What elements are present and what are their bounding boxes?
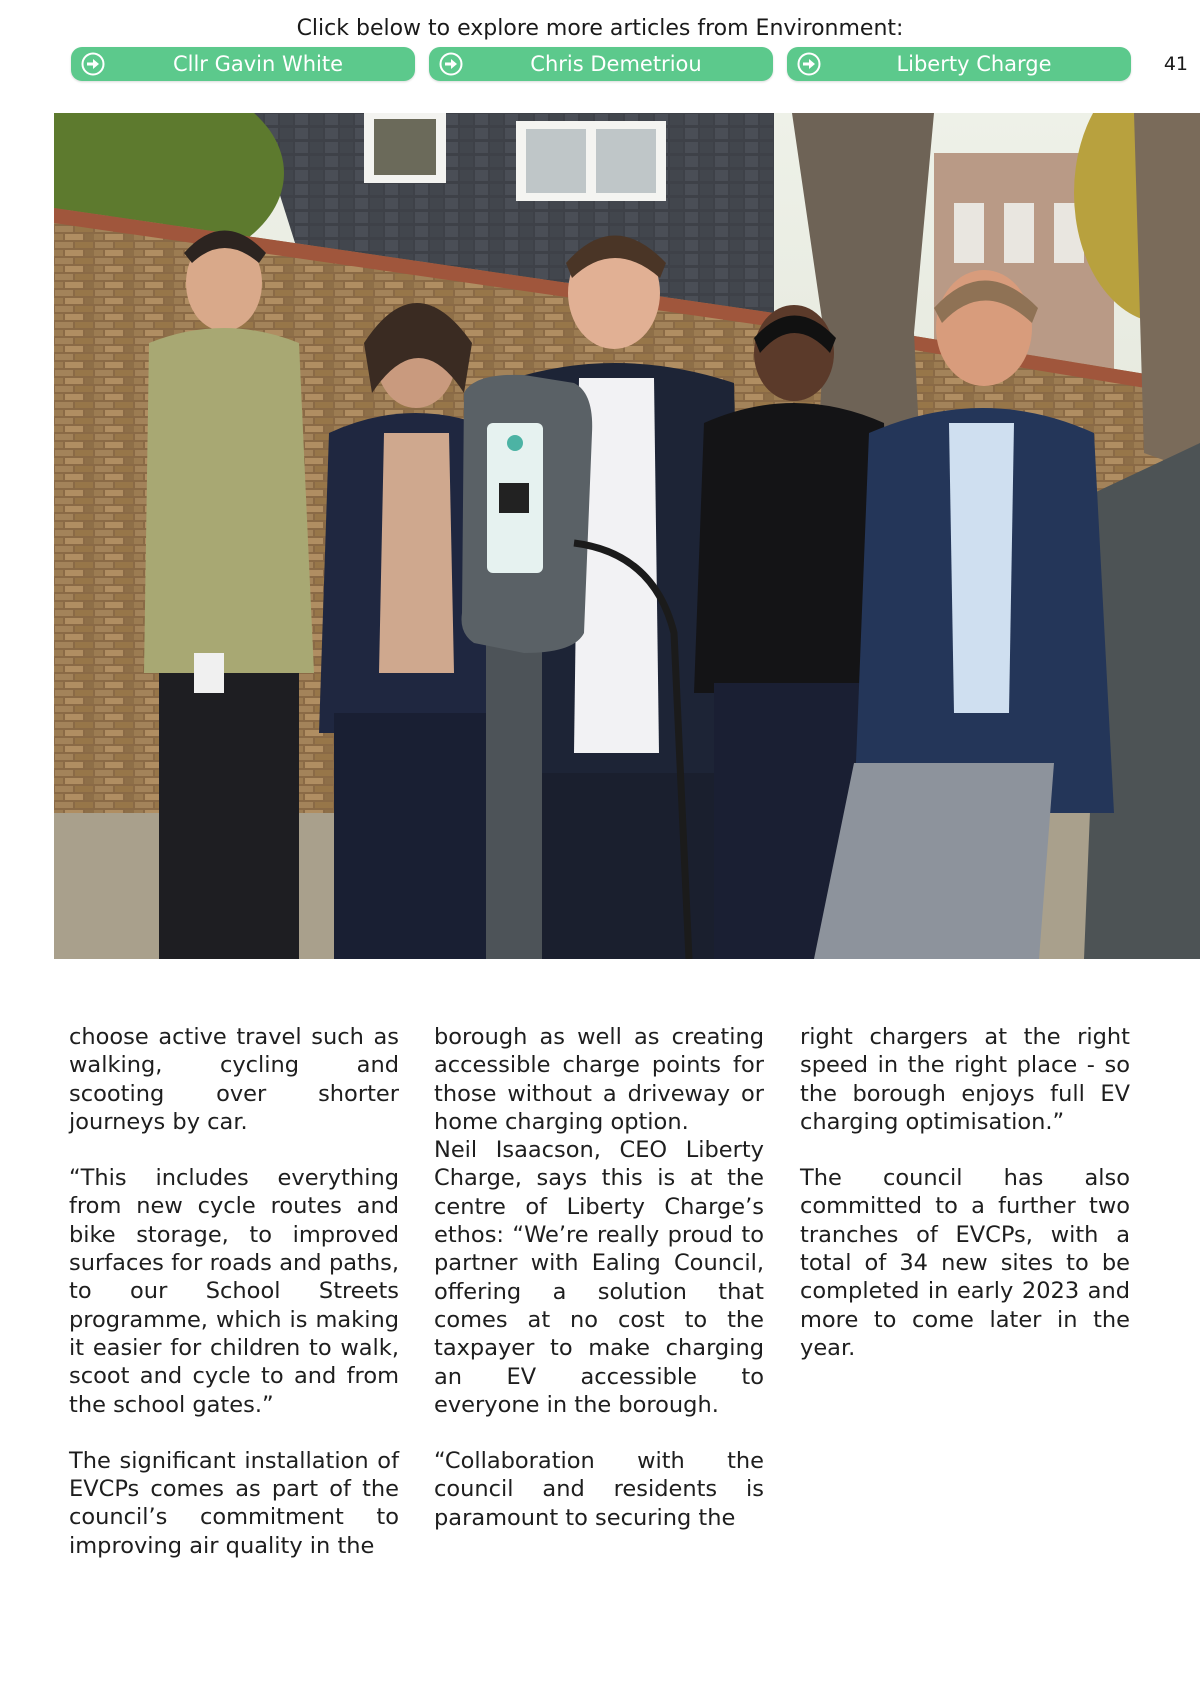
arrow-right-circle-icon [797,52,821,76]
nav-button-label: Chris Demetriou [530,52,702,76]
article-photo [54,113,1200,959]
paragraph: borough as well as creating accessible charge points for those without a driveway or home charging option. [434,1024,764,1135]
paragraph: right chargers at the right speed in the right place - so the borough enjoys full EV charging optimisation.” [800,1024,1130,1135]
nav-button-label: Cllr Gavin White [172,52,344,76]
nav-button-liberty-charge[interactable] [787,47,1131,81]
paragraph: Neil Isaacson, CEO Liberty Charge, says this is at the centre of Liberty Charge’s ethos: “We’re really proud to partner with Ealing Council, offering a solution that comes at no cost to the taxpayer to make charging an EV accessible to everyone in the borough. [434,1137,764,1418]
paragraph: The council has also committed to a further two tranches of EVCPs, with a total of 34 new sites to be completed in early 2023 and more to come later in the year. [800,1165,1130,1361]
nav-button-cllr-gavin-white[interactable] [71,47,415,81]
page-number: 41 [1163,53,1188,75]
nav-button-label: Liberty Charge [896,52,1052,76]
article-column-2 [434,1023,764,1532]
nav-caption: Click below to explore more articles from Environment: [296,16,904,41]
paragraph: The significant installation of EVCPs comes as part of the council’s commitment to improving air quality in the [69,1447,399,1559]
arrow-right-circle-icon [81,52,105,76]
arrow-right-circle-icon [439,52,463,76]
paragraph: choose active travel such as walking, cycling and scooting over shorter journeys by car. [69,1024,399,1135]
paragraph: “This includes everything from new cycle routes and bike storage, to improved surfaces for roads and paths, to our School Streets programme, which is making it easier for children to walk, scoot and cycle to and from the school gates.” [69,1165,399,1418]
nav-button-chris-demetriou[interactable] [429,47,773,81]
article-column-3 [800,1023,1130,1362]
paragraph: “Collaboration with the council and residents is paramount to securing the [434,1448,764,1531]
article-column-1 [69,1023,399,1560]
